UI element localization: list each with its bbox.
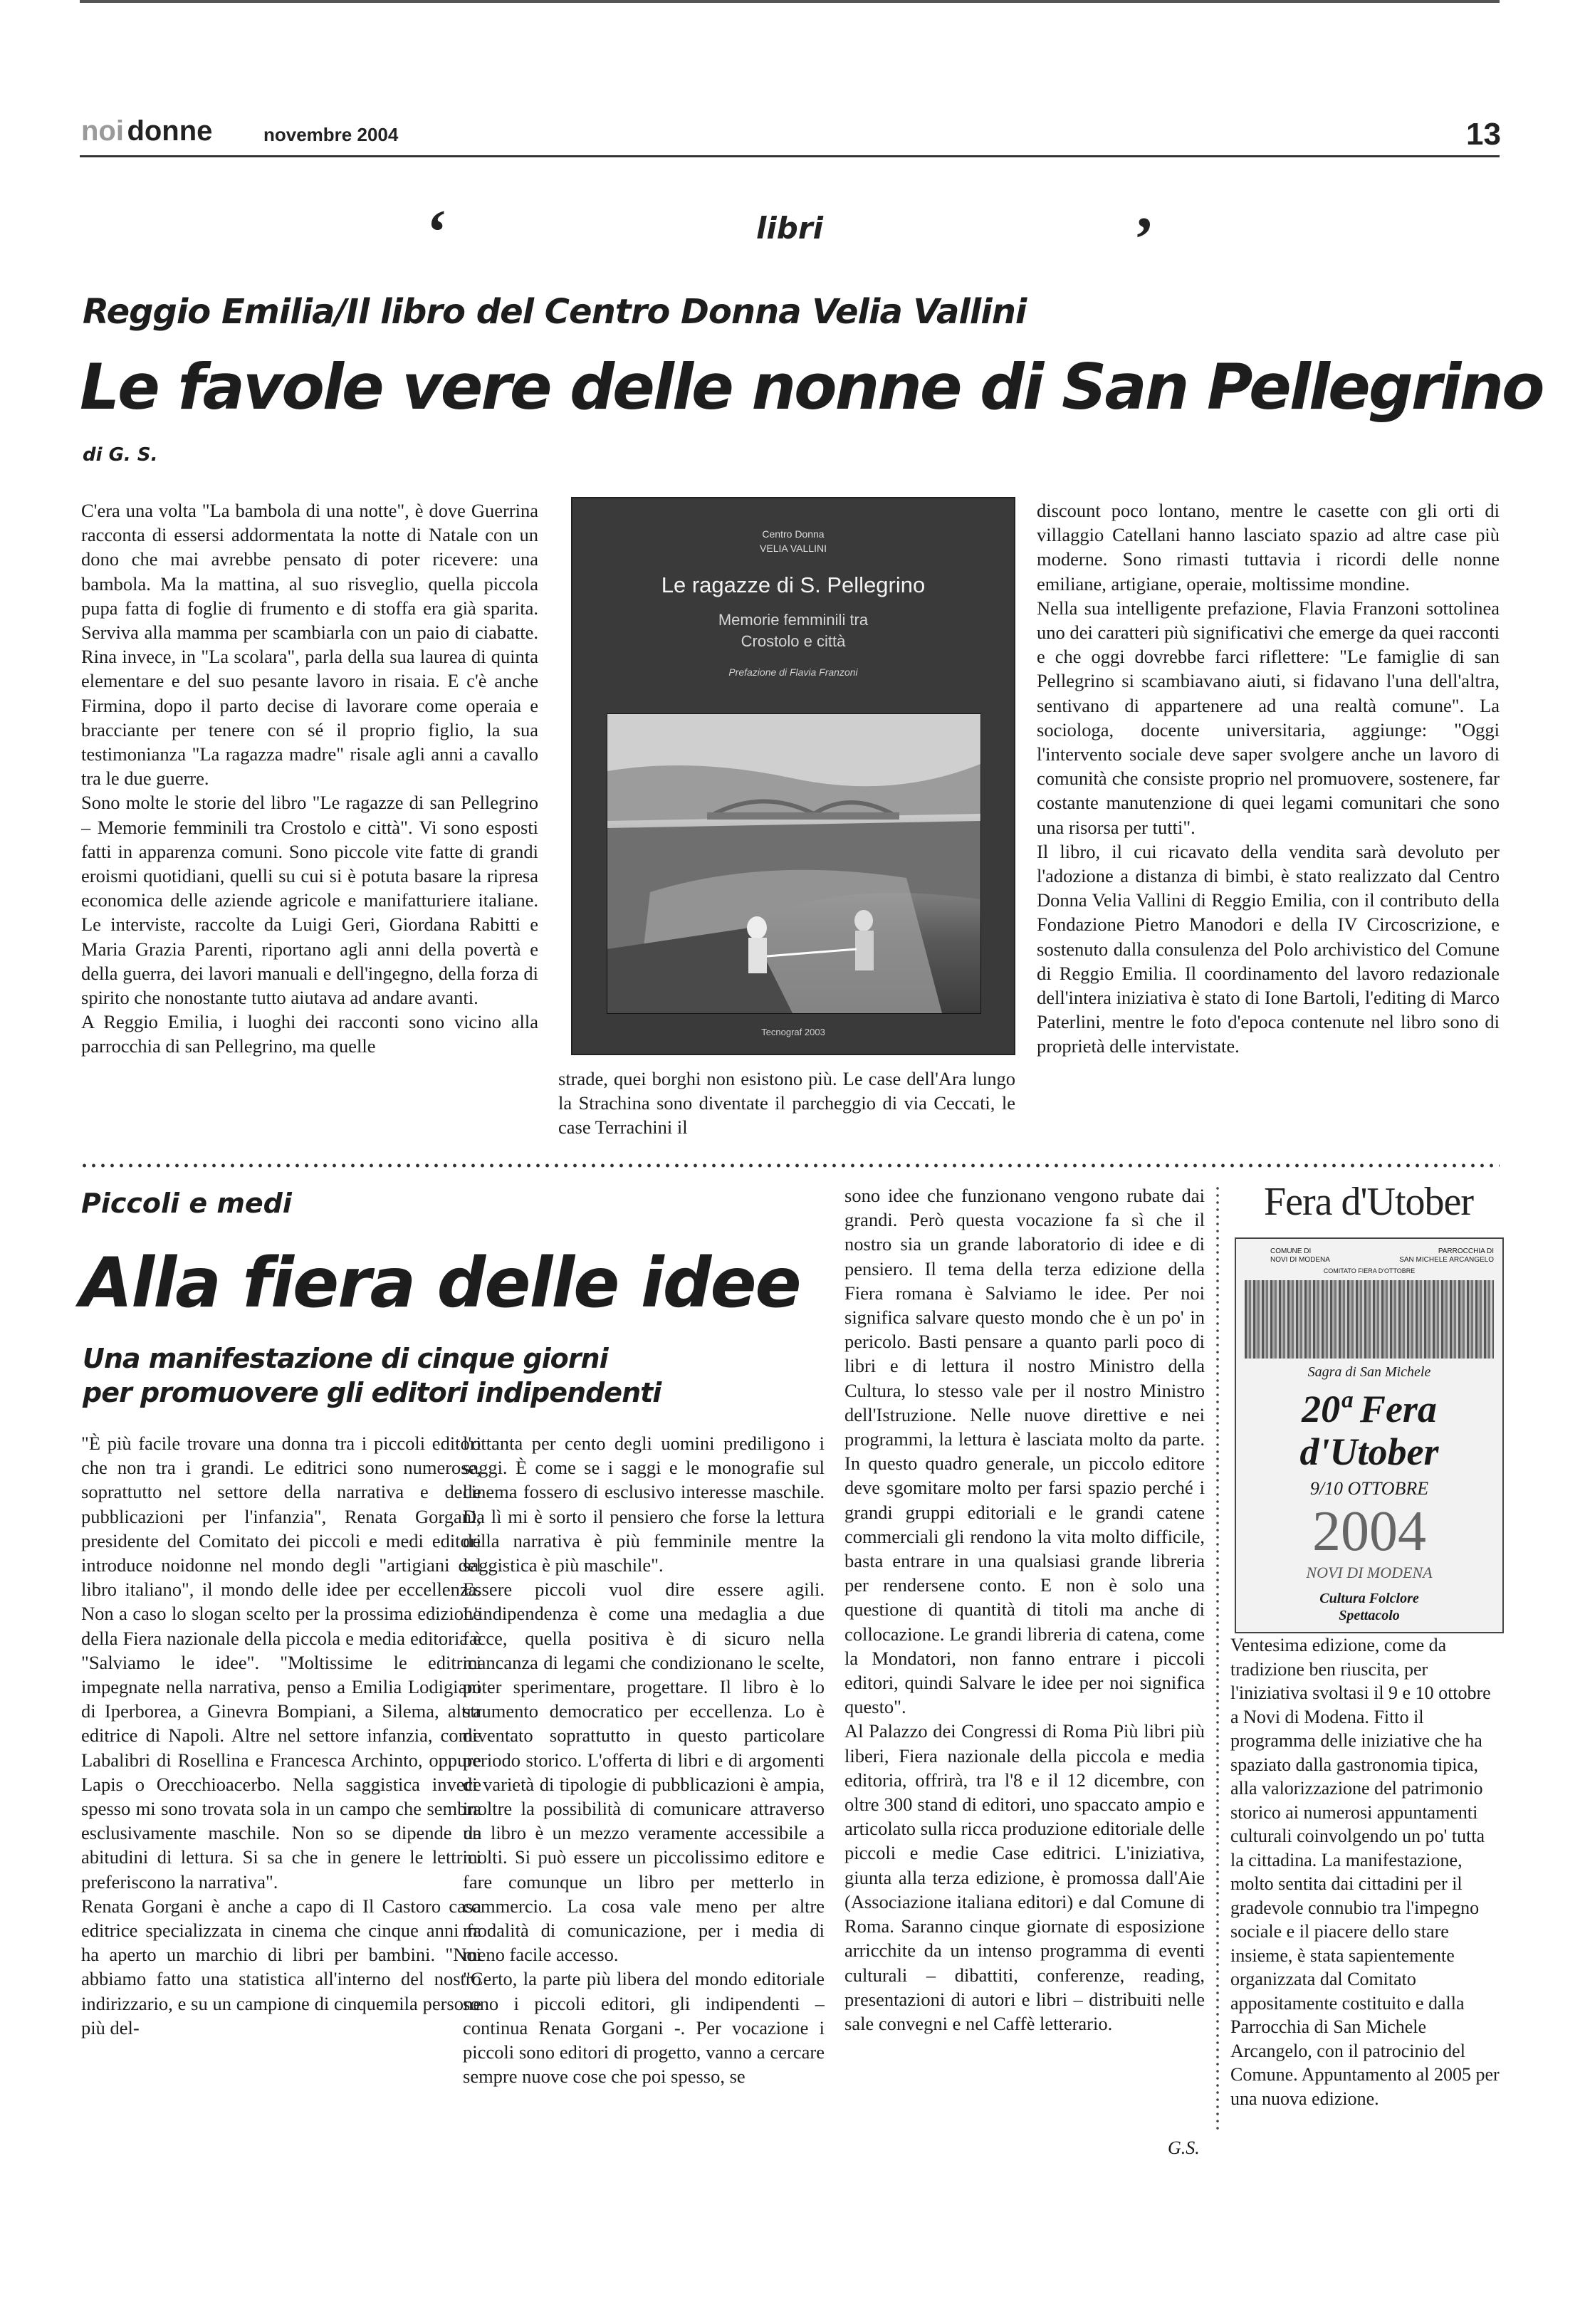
poster-festival: Sagra di San Michele	[1307, 1364, 1431, 1380]
poster-header-left-2: NOVI DI MODENA	[1270, 1256, 1330, 1264]
article2-title: Alla fiera delle idee	[80, 1243, 800, 1323]
book-title: Le ragazze di S. Pellegrino	[661, 572, 926, 597]
sidebar-separator	[1216, 1185, 1219, 2132]
poster-header-right-1: PARROCCHIA DI	[1438, 1247, 1494, 1255]
poster-crowd-illustration	[1245, 1280, 1494, 1359]
brand-noi: noi	[81, 115, 124, 147]
event-poster	[1235, 1237, 1504, 1633]
article2-column-1	[81, 1431, 481, 2155]
article1-title: Le favole vere delle nonne di San Pellegrino	[80, 350, 1543, 424]
quote-open-icon: ‘	[427, 198, 448, 267]
river-photo-illustration	[607, 714, 980, 1013]
article1-column-1	[81, 498, 538, 1136]
quote-close-icon: ’	[1134, 205, 1155, 274]
article2-col1-text: "È più facile trovare una donna tra i piccoli editori che non tra i grandi. Le editrici sono numerose, soprattutto nel settore della narrativa e delle pubblicazioni per l'infanzia", Renata Gorgani, presidente del Comitato dei piccoli e medi editori introduce noidonne nel mondo degli "artigiani del libro italiano", il mondo delle idee per eccellenza. Non a caso lo slogan scelto per la prossima edizione della Fiera nazionale della piccola e media editoria è "Salviamo le idee". "Moltissime le editrici impegnate nella narrativa, penso a Emilia Lodigiani di Iperborea, a Ginevra Bompiani, a Silema, altra editrice di Napoli. Altre nel settore infanzia, come Labalibri di Rosellina e Francesca Archinto, oppure Lapis o Orecchioacerbo. Nella saggistica invece spesso mi sono trovata sola in un campo che sembra esclusivamente maschile. Non so se dipende da abitudini di lettura. Si sa che in genere le lettrici preferiscono la narrativa". Renata Gorgani è anche a capo di Il Castoro casa editrice specializzata in cinema che cinque anni fa ha aperto un marchio di libri per bambini. "Noi abbiamo fatto una statistica all'interno del nostro indirizzario, e su un campione di cinquemila persone più del-	[81, 1433, 481, 2038]
book-cover-photo	[607, 713, 981, 1014]
article2-col3-text: sono idee che funzionano vengono rubate dai grandi. Però questa vocazione fa sì che il nostro sia un grande laboratorio di idee e di pensiero. Il tema della terza edizione della Fiera romana è Salviamo le idee. Per noi significa salvare questo mondo che è un po' in pericolo. Basti pensare a quanto parli poco di libri e di lettura il nostro Ministro della Cultura, lo stesso vale per il nostro Ministro dell'Istruzione. Nelle nuove direttive e nei programmi, la lettura è lasciata molto da parte. In questo quadro generale, un piccolo editore deve sgomitare molto per farsi spazio perché i grandi gruppi editoriali e le grandi catene commerciali gli rendono la vita molto difficile, basta entrare in una qualsiasi grande libreria per rendersene conto. E non è solo una questione di quantità di titoli ma anche di collocazione. Le grandi libreria di catena, come la Mondatori, non fanno entrare i piccoli editori, quindi Salvare le idee per noi significa questo". Al Palazzo dei Congressi di Roma Più libri più liberi, Fiera nazionale della piccola e media editoria, offrirà, tra l'8 e il 12 dicembre, con oltre 300 stand di editori, uno spaccato ampio e articolato sulla ricca produzione editoriale delle piccoli e medie Case editrici. L'iniziativa, giunta alla terza edizione, è promossa dall'Aie (Associazione italiana editori) e dal Comune di Roma. Saranno cinque giornate di esposizione arricchite da un intenso programma di eventi culturali – dibattiti, conferenze, reading, presentazioni di autori e libri – distribuiti nelle sale convegni e nel Caffè letterario.	[844, 1185, 1205, 2034]
article1-kicker: Reggio Emilia/Il libro del Centro Donna Velia Vallini	[83, 292, 1027, 332]
article2-subtitle-1: Una manifestazione di cinque giorni	[83, 1343, 608, 1374]
article2-signature: G.S.	[1168, 2137, 1200, 2158]
section-label: libri	[756, 211, 823, 246]
poster-headline-2: d'Utober	[1299, 1430, 1439, 1473]
issue-date: novembre 2004	[263, 124, 399, 145]
section-divider	[80, 1163, 1500, 1168]
book-cover	[571, 497, 1015, 1055]
section-header	[80, 198, 1500, 274]
book-publisher-1: Centro Donna	[762, 528, 825, 540]
poster-place: NOVI DI MODENA	[1306, 1564, 1433, 1581]
book-subtitle-1: Memorie femminili tra	[718, 611, 869, 629]
article1-column-2-bottom	[558, 1067, 1015, 1141]
article1-column-3	[1037, 498, 1500, 1141]
page-number: 13	[1466, 117, 1501, 152]
poster-header-right-2: SAN MICHELE ARCANGELO	[1399, 1256, 1494, 1264]
article2-column-3	[844, 1183, 1205, 2155]
article2-subtitle-2: per promuovere gli editori indipendenti	[83, 1377, 661, 1408]
book-preface: Prefazione di Flavia Franzoni	[728, 666, 858, 678]
article1-col1-text: C'era una volta "La bambola di una notte", è dove Guerrina racconta di essersi addormentata la notte di Natale con un dono che mai avrebbe pensato di poter ricevere: una bambola. Ma la mattina, al suo risveglio, quella piccola pupa fatta di foglie di frumento e di stoffa era già sparita. Serviva alla mamma per scambiarla con un paio di ciabatte. Rina invece, in "La scolara", parla della sua laurea di quinta elementare e del suo pesante lavoro in risaia. E c'è anche Firmina, dopo il parto decise di lavorare come operaia e bracciante per tenere con sé il proprio figlio, la sua testimonianza "La ragazza madre" risale agli anni a cavallo tra le due guerre. Sono molte le storie del libro "Le ragazze di san Pellegrino – Memorie femminili tra Crostolo e città". Vi sono esposti fatti in apparenza comuni. Sono piccole vite fatte di grandi eroismi quotidiani, quelli su cui si è potuta basare la ripresa economica delle aziende agricole e manifatturiere italiane. Le interviste, raccolte da Luigi Geri, Giordana Rabitti e Maria Grazia Parenti, riportano agli anni della povertà e della guerra, dei lavori manuali e dell'ingegno, della forza di spirito che nonostante tutto aiutava ad andare avanti. A Reggio Emilia, i luoghi dei racconti sono vicino alla parrocchia di san Pellegrino, ma quelle	[81, 500, 538, 1057]
poster-footer-2: Spettacolo	[1339, 1608, 1400, 1623]
header-rule	[80, 155, 1500, 157]
article1-col3-text: discount poco lontano, mentre le casette con gli orti di villaggio Catellani hanno lasciato spazio ad altre case più moderne. Sono rimasti tuttavia i ricordi delle nonne emiliane, artigiane, operaie, moltissime mondine. Nella sua intelligente prefazione, Flavia Franzoni sottolinea uno dei caratteri più significativi che emerge da quei racconti e che oggi dovrebbe farci riflettere: "Le famiglie di san Pellegrino si scambiavano aiuti, si fidavano l'una dell'altra, sentivano di appartenere ad una realtà comune". La sociologa, docente universitaria, aggiunge: "Oggi l'intervento sociale deve saper svolgere anche un lavoro di comunità che consiste proprio nel promuovere, sostenere, far costante manutenzione di quei legami comunitari che sono una risorsa per tutti". Il libro, il cui ricavato della vendita sarà devoluto per l'adozione a distanza di bimbi, è stato realizzato dal Centro Donna Velia Vallini di Reggio Emilia, con il contributo della Fondazione Pietro Manodori e della IV Circoscrizione, e sostenuto dalla consulenza del Polo archivistico del Comune di Reggio Emilia. Il coordinamento del lavoro redazionale dell'intera iniziativa è stato di Ione Bartoli, l'editing di Marco Paterlini, mentre le foto d'epoca contenute nel libro sono di proprietà delle intervistate.	[1037, 500, 1500, 1057]
poster-footer-1: Cultura Folclore	[1319, 1591, 1419, 1606]
poster-year: 2004	[1312, 1500, 1426, 1563]
brand-donne: donne	[127, 115, 213, 147]
article2-col2-text: l'ottanta per cento degli uomini prediligono i saggi. È come se i saggi e le monografie sul cinema fossero di esclusivo interesse maschile. Da lì mi è sorto il pensiero che forse la lettura della narrativa è più femminile mentre la saggistica è più maschile". Essere piccoli vuol dire essere agili. L'indipendenza è come una medaglia a due facce, quella positiva è di sicuro nella mancanza di legami che condizionano le scelte, poter sperimentare, progettare. Il libro è lo strumento democratico per eccellenza. Lo è diventato soprattutto in questo particolare periodo storico. L'offerta di libri e di argomenti di varietà di tipologie di pubblicazioni è ampia, inoltre la possibilità di comunicare attraverso un libro è un mezzo veramente accessibile a molti. Si può essere un piccolissimo editore e fare comunque un libro per metterlo in commercio. La cosa vale meno per altre modalità di comunicazione, per i media di meno facile accesso. "Certo, la parte più libera del mondo editoriale sono i piccoli editori, gli indipendenti – continua Renata Gorgani -. Per vocazione i piccoli sono editori di progetto, vanno a cercare sempre nuove cose che poi spesso, se	[463, 1433, 825, 2088]
sidebar-title: Fera d'Utober	[1263, 1180, 1474, 1224]
top-border	[80, 0, 1500, 3]
poster-header-sub: COMITATO FIERA D'OTTOBRE	[1323, 1267, 1416, 1274]
poster-header-left-1: COMUNE DI	[1270, 1247, 1312, 1255]
article1-col2-text: strade, quei borghi non esistono più. Le case dell'Ara lungo la Strachina sono diventate il parcheggio di via Ceccati, le case Terrachini il	[558, 1068, 1015, 1139]
article1-byline: di G. S.	[83, 444, 158, 466]
poster-dates: 9/10 OTTOBRE	[1309, 1478, 1429, 1499]
book-printer: Tecnograf 2003	[761, 1027, 825, 1037]
article2-kicker: Piccoli e medi	[81, 1188, 292, 1219]
article2-column-2	[463, 1431, 825, 2155]
sidebar-text-content: Ventesima edizione, come da tradizione ben riuscita, per l'iniziativa svoltasi il 9 e 10 ottobre a Novi di Modena. Fitto il programma delle iniziative che ha spaziato dalla gastronomia tipica, alla valorizzazione del patrimonio storico ai numerosi appuntamenti culturali coinvolgendo un po' tutta la cittadina. La manifestazione, molto sentita dai cittadini per il gradevole connubio tra l'impegno sociale e il piacere dello stare insieme, è stata sapientemente organizzata dal Comitato appositamente costituito e dalla Parrocchia di San Michele Arcangelo, con il patrocinio del Comune. Appuntamento al 2005 per una nuova edizione.	[1230, 1635, 1500, 2109]
sidebar-text	[1230, 1633, 1501, 2174]
poster-headline-1: 20ª Fera	[1302, 1388, 1437, 1430]
book-publisher-2: VELIA VALLINI	[760, 543, 827, 554]
masthead-brand	[81, 115, 212, 152]
book-subtitle-2: Crostolo e città	[741, 632, 846, 650]
